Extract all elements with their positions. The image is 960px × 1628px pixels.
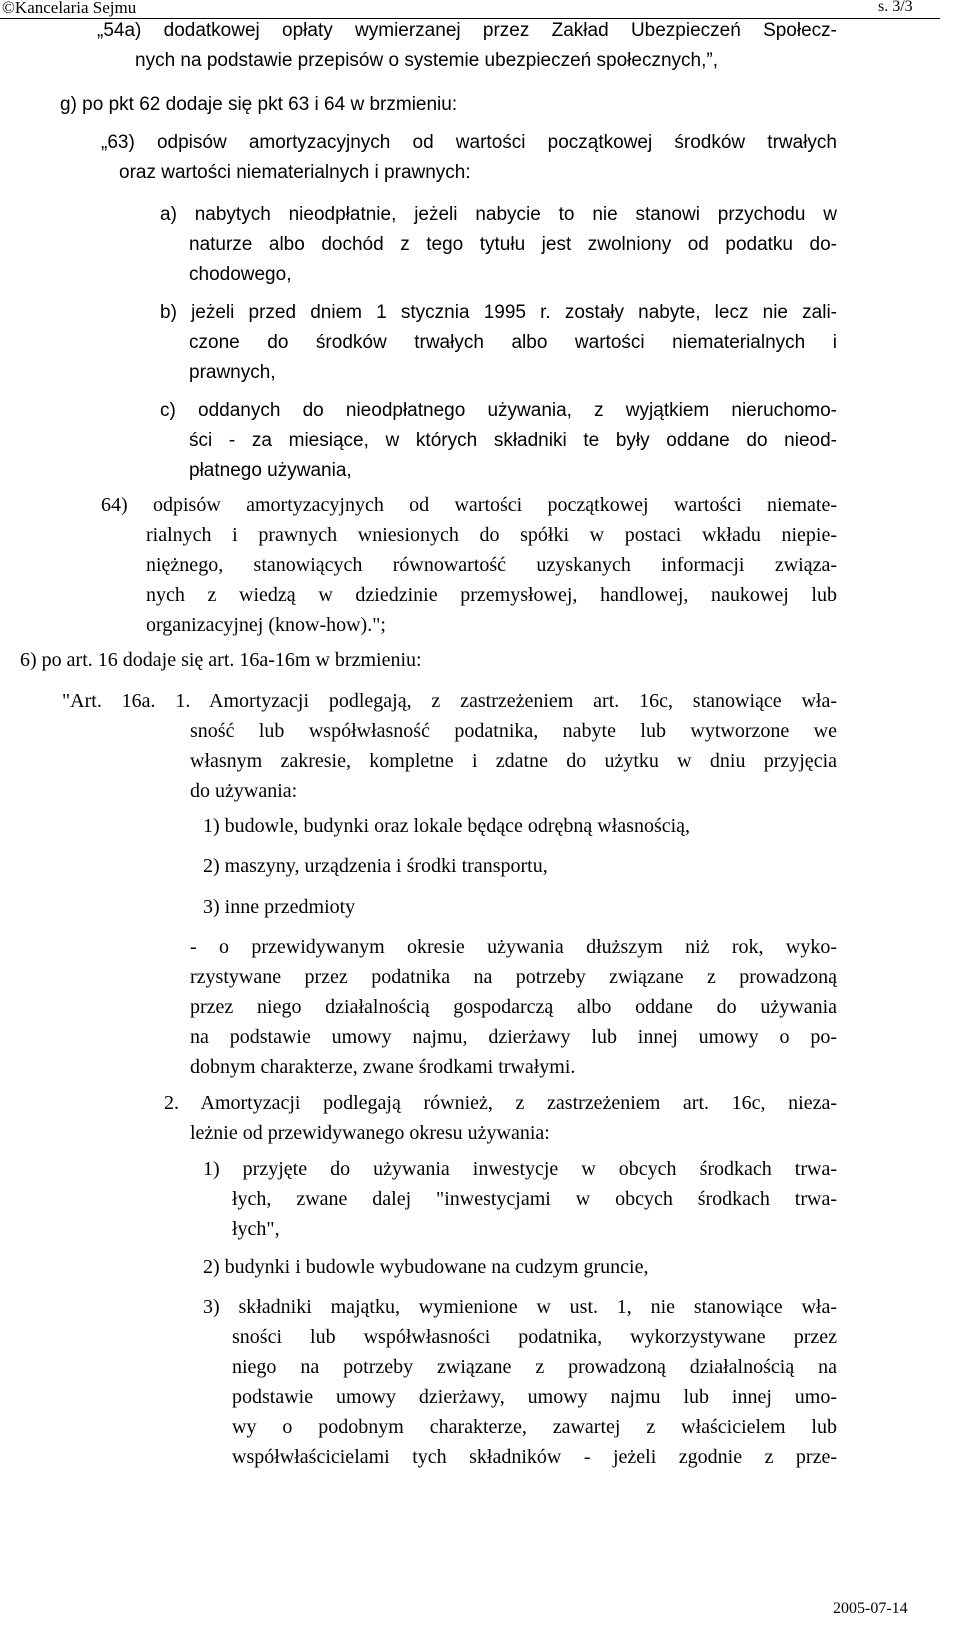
text-line: oraz wartości niematerialnych i prawnych: [119,162,471,183]
text-line: "Art. 16a. 1. Amortyzacji podlegają, z zastrzeżeniem art. 16c, stanowiące wła- [62,690,837,712]
paragraph-54a [97,16,837,76]
point-63-c [160,396,837,486]
text-line: c) oddanych do nieodpłatnego używania, z wyjątkiem nieruchomo- [160,400,837,421]
dash-paragraph [190,932,837,1082]
header-source: ©Kancelaria Sejmu [2,0,137,17]
text-line: 64) odpisów amortyzacyjnych od wartości początkowej wartości niemate- [101,494,837,516]
text-line: 2) maszyny, urządzenia i środki transportu, [203,855,548,877]
text-line: a) nabytych nieodpłatnie, jeżeli nabycie to nie stanowi przychodu w [160,204,837,225]
text-line: prawnych, [189,362,276,383]
text-line: płatnego używania, [189,460,352,481]
point-63 [101,128,837,188]
section-2-item-3 [203,1292,837,1472]
text-line: rzystywane przez podatnika na potrzeby związane z prowadzoną [190,966,837,988]
text-line: do używania: [190,780,298,802]
text-line: czone do środków trwałych albo wartości niematerialnych i [189,332,837,353]
text-line: 1) przyjęte do używania inwestycje w obcych środkach trwa- [203,1158,837,1180]
text-line: 3) inne przedmioty [203,896,356,918]
list-item-1 [203,811,843,841]
article-16a-section-2 [164,1088,837,1148]
text-line: organizacyjnej (know-how)."; [146,614,386,636]
text-line: sności lub współwłasności podatnika, wykorzystywane przez [232,1326,837,1348]
article-16a-section-1 [62,686,837,806]
text-line: „63) odpisów amortyzacyjnych od wartości początkowej środków trwałych [101,132,837,153]
text-line: niego na potrzeby związane z prowadzoną działalnością na [232,1356,837,1378]
point-64 [101,490,837,640]
text-line: przez niego działalnością gospodarczą albo oddane do używania [190,996,837,1018]
text-line: chodowego, [189,264,292,285]
point-63-a [160,200,837,290]
text-line: naturze albo dochód z tego tytułu jest zwolniony od podatku do- [189,234,837,255]
text-line: b) jeżeli przed dniem 1 stycznia 1995 r. zostały nabyte, lecz nie zali- [160,302,837,323]
list-item-3 [203,892,843,922]
text-line: niężnego, stanowiących równowartość uzyskanych informacji związa- [146,554,837,576]
text-line: leżnie od przewidywanego okresu używania: [190,1122,550,1144]
page-date: 2005-07-14 [833,1600,908,1617]
text-line: współwłaścicielami tych składników - jeżeli zgodnie z prze- [232,1446,837,1468]
text-line: nych z wiedzą w dziedzinie przemysłowej, handlowej, naukowej lub [146,584,837,606]
text-line: g) po pkt 62 dodaje się pkt 63 i 64 w brzmieniu: [60,94,458,115]
text-line: 2) budynki i budowle wybudowane na cudzym gruncie, [203,1256,649,1278]
header-page-number: s. 3/3 [878,0,913,15]
text-line: dobnym charakterze, zwane środkami trwałymi. [190,1056,576,1078]
text-line: wy o podobnym charakterze, zawartej z właścicielem lub [232,1416,837,1438]
text-line: rialnych i prawnych wniesionych do spółki w postaci wkładu niepie- [146,524,837,546]
text-line: ści - za miesiące, w których składniki te były oddane do nieod- [189,430,837,451]
text-line: - o przewidywanym okresie używania dłuższym niż rok, wyko- [190,936,837,958]
point-g [60,90,840,120]
section-2-item-1 [203,1154,837,1244]
text-line: na podstawie umowy najmu, dzierżawy lub innej umowy o po- [190,1026,837,1048]
text-line: własnym zakresie, kompletne i zdatne do użytku w dniu przyjęcia [190,750,837,772]
text-line: 2. Amortyzacji podlegają również, z zastrzeżeniem art. 16c, nieza- [164,1092,837,1114]
text-line: podstawie umowy dzierżawy, umowy najmu lub innej umo- [232,1386,837,1408]
point-63-b [160,298,837,388]
point-6 [20,645,820,675]
section-2-item-2 [203,1252,837,1282]
text-line: „54a) dodatkowej opłaty wymierzanej przez Zakład Ubezpieczeń Społecz- [97,20,837,41]
text-line: 1) budowle, budynki oraz lokale będące odrębną własnością, [203,815,691,837]
text-line: łych, zwane dalej "inwestycjami w obcych środkach trwa- [232,1188,837,1210]
text-line: 3) składniki majątku, wymienione w ust. 1, nie stanowiące wła- [203,1296,837,1318]
text-line: nych na podstawie przepisów o systemie ubezpieczeń społecznych,”, [135,50,718,71]
text-line: łych", [232,1218,280,1240]
text-line: sność lub współwłasność podatnika, nabyte lub wytworzone we [190,720,837,742]
text-line: 6) po art. 16 dodaje się art. 16a-16m w brzmieniu: [20,649,422,671]
list-item-2 [203,851,843,881]
